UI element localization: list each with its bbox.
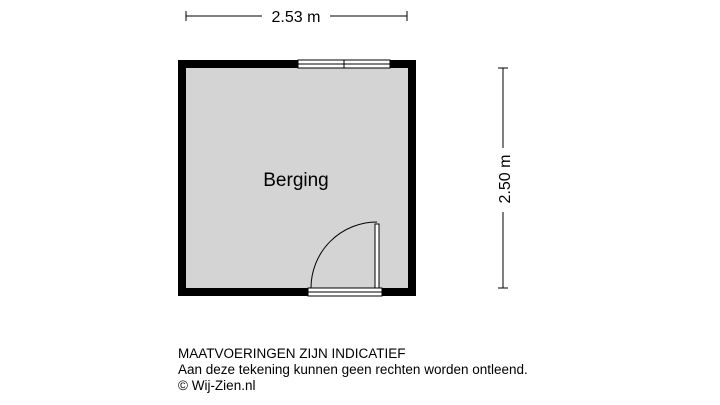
disclaimer-text: Aan deze tekening kunnen geen rechten worden ontleend.	[178, 362, 528, 377]
width-dimension	[186, 9, 407, 26]
disclaimer	[178, 346, 528, 394]
copyright: © Wij-Zien.nl	[178, 378, 256, 393]
height-dimension-label: 2.50 m	[497, 154, 514, 204]
room-label: Berging	[263, 170, 329, 191]
width-dimension-label: 2.53 m	[271, 9, 321, 26]
disclaimer-title: MAATVOERINGEN ZIJN INDICATIEF	[178, 346, 406, 361]
window	[298, 60, 390, 68]
height-dimension	[497, 68, 514, 288]
